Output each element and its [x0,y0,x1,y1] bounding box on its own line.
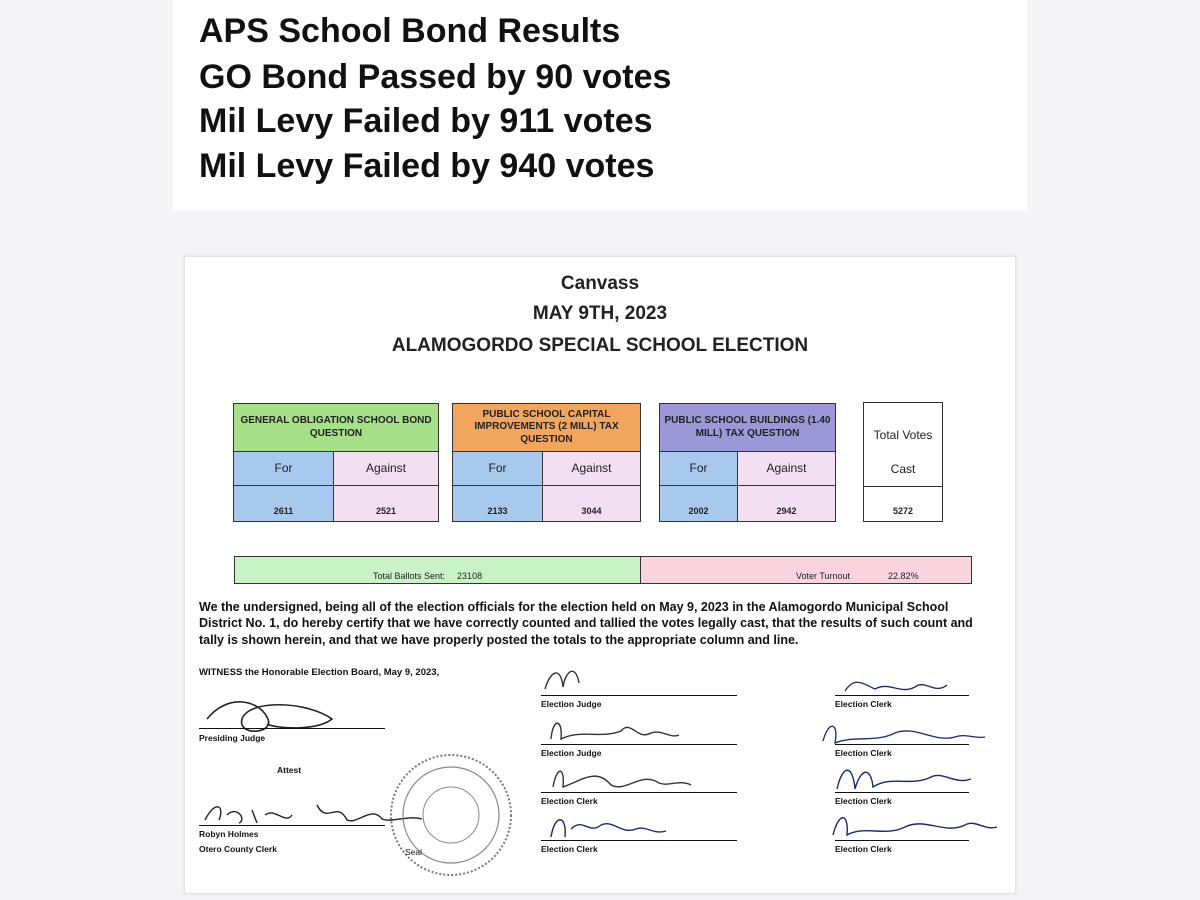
capital-question-title: PUBLIC SCHOOL CAPITAL IMPROVEMENTS (2 MILL) TAX QUESTION [453,404,640,452]
election-judge-2-label: Election Judge [541,748,602,758]
buildings-question-block [659,403,836,522]
election-clerk-6-signature [825,805,1005,845]
buildings-against-votes: 2942 [738,486,835,521]
election-judge-2-line [541,744,737,745]
election-clerk-2-label: Election Clerk [541,844,598,854]
summary-bar [234,556,972,584]
total-votes-block [863,402,943,522]
election-judge-1-line [541,695,737,696]
buildings-for-votes: 2002 [660,486,738,521]
county-clerk-name: Robyn Holmes [199,829,259,839]
election-clerk-3-line [835,695,969,696]
go-bond-for-votes: 2611 [234,486,334,521]
county-clerk-title: Otero County Clerk [199,844,277,854]
go-bond-against-votes: 2521 [334,486,438,521]
ballots-sent-cell [235,557,641,583]
go-bond-question-block [233,403,439,522]
headline-line-2: GO Bond Passed by 90 votes [199,58,672,96]
election-clerk-5-signature [831,757,991,795]
county-clerk-line [199,825,385,826]
buildings-for-label: For [660,452,738,486]
witness-statement: WITNESS the Honorable Election Board, May 9, 2023, [199,667,440,678]
election-clerk-1-line [541,792,737,793]
election-judge-1-label: Election Judge [541,699,602,709]
total-votes-value: 5272 [892,505,914,516]
election-clerk-1-signature [541,757,741,797]
capital-against-votes: 3044 [543,486,640,521]
election-judge-1-signature [541,659,741,699]
election-clerk-1-label: Election Clerk [541,796,598,806]
total-votes-cast-label: Cast [890,461,916,476]
county-seal-icon [381,745,521,885]
election-judge-2-signature [541,709,741,749]
election-clerk-6-line [835,840,969,841]
headline-card [173,0,1027,210]
presiding-judge-label: Presiding Judge [199,733,266,743]
capital-for-label: For [453,452,543,486]
capital-for-votes: 2133 [453,486,543,521]
ballots-sent-value: 23108 [457,571,483,581]
go-bond-for-label: For [234,452,334,486]
total-votes-label: Total Votes [873,427,933,442]
go-bond-question-title: GENERAL OBLIGATION SCHOOL BOND QUESTION [234,404,438,452]
election-clerk-2-signature [541,805,741,845]
attest-label: Attest [277,765,302,775]
election-clerk-3-label: Election Clerk [835,699,892,709]
election-clerk-5-line [835,792,969,793]
capital-improvements-question-block [452,403,641,522]
document-date: MAY 9TH, 2023 [532,303,668,324]
capital-against-label: Against [543,452,640,486]
election-name: ALAMOGORDO SPECIAL SCHOOL ELECTION [391,335,809,356]
voter-turnout-label: Voter Turnout [796,571,851,581]
go-bond-against-label: Against [334,452,438,486]
election-clerk-2-line [541,840,737,841]
election-clerk-5-label: Election Clerk [835,796,892,806]
buildings-against-label: Against [738,452,835,486]
document-title: Canvass [560,273,640,294]
headline-line-4: Mil Levy Failed by 940 votes [199,147,655,185]
voter-turnout-cell [641,557,971,583]
seal-label: Seal [405,847,423,857]
voter-turnout-value: 22.82% [888,571,919,581]
election-clerk-4-label: Election Clerk [835,748,892,758]
headline-line-1: APS School Bond Results [199,12,621,50]
canvass-document [184,256,1016,894]
headline-line-3: Mil Levy Failed by 911 votes [199,102,653,140]
ballots-sent-label: Total Ballots Sent: [373,571,446,581]
election-clerk-6-label: Election Clerk [835,844,892,854]
presiding-judge-signature [197,689,387,739]
election-clerk-4-line [835,744,969,745]
certification-text: We the undersigned, being all of the election officials for the election held on May 9, 2023 in the Alamogordo Municipal School District No. 1, do hereby certify that we have correctly counted and tallied the votes legally cast, that the results of such count and tally is shown herein, and that we have properly posted the totals to the appropriate column and line. [199,600,973,647]
buildings-question-title: PUBLIC SCHOOL BUILDINGS (1.40 MILL) TAX QUESTION [660,404,835,452]
presiding-judge-line [199,728,385,729]
